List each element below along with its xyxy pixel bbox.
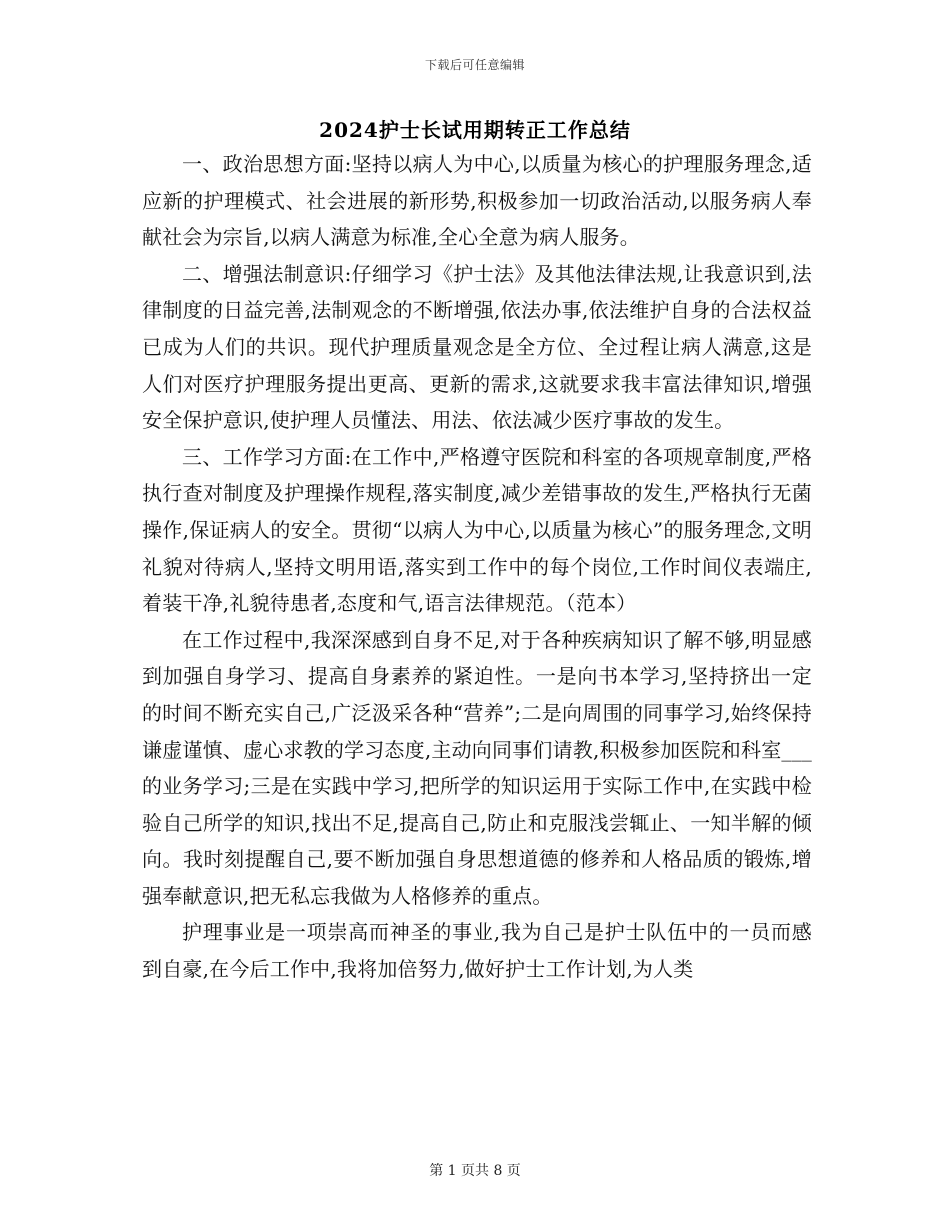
page-number: 第 1 页共 8 页 xyxy=(429,1163,521,1179)
paragraph-legal: 二、增强法制意识:仔细学习《护士法》及其他法律法规,让我意识到,法律制度的日益完善,法制观念的不断增强,依法办事,依法维护自身的合法权益已成为人们的共识。现代护理质量观念是全方位、全过程让病人满意,这是人们对医疗护理服务提出更高、更新的需求,这就要求我丰富法律知识,增强安全保护意识,使护理人员懂法、用法、依法减少医疗事故的发生。 xyxy=(142,261,812,433)
paragraph-work-study: 三、工作学习方面:在工作中,严格遵守医院和科室的各项规章制度,严格执行查对制度及护理操作规程,落实制度,减少差错事故的发生,严格执行无菌操作,保证病人的安全。贯彻“以病人为中心,以质量为核心”的服务理念,文明礼貌对待病人,坚持文明用语,落实到工作中的每个岗位,工作时间仪表端庄,着装干净,礼貌待患者,态度和气,语言法律规范。（范本） xyxy=(142,444,812,616)
paragraph-self-improvement: 在工作过程中,我深深感到自身不足,对于各种疾病知识了解不够,明显感到加强自身学习、提高自身素养的紧迫性。一是向书本学习,坚持挤出一定的时间不断充实自己,广泛汲采各种“营养”;二是向周围的同事学习,始终保持谦虚谨慎、虚心求教的学习态度,主动向同事们请教,积极参加医院和科室___的业务学习;三是在实践中学习,把所学的知识运用于实际工作中,在实践中检验自己所学的知识,找出不足,提高自己,防止和克服浅尝辄止、一知半解的倾向。我时刻提醒自己,要不断加强自身思想道德的修养和人格品质的锻炼,增强奉献意识,把无私忘我做为人格修养的重点。 xyxy=(142,627,812,908)
paragraph-political: 一、政治思想方面:坚持以病人为中心,以质量为核心的护理服务理念,适应新的护理模式、社会进展的新形势,积极参加一切政治活动,以服务病人奉献社会为宗旨,以病人满意为标准,全心全意为病人服务。 xyxy=(142,152,812,250)
paragraph-career: 护理事业是一项崇高而神圣的事业,我为自己是护士队伍中的一员而感到自豪,在今后工作中,我将加倍努力,做好护士工作计划,为人类 xyxy=(142,920,812,982)
document-title: 2024护士长试用期转正工作总结 xyxy=(319,118,631,142)
header-note: 下载后可任意编辑 xyxy=(424,58,525,72)
document-body xyxy=(142,146,812,988)
